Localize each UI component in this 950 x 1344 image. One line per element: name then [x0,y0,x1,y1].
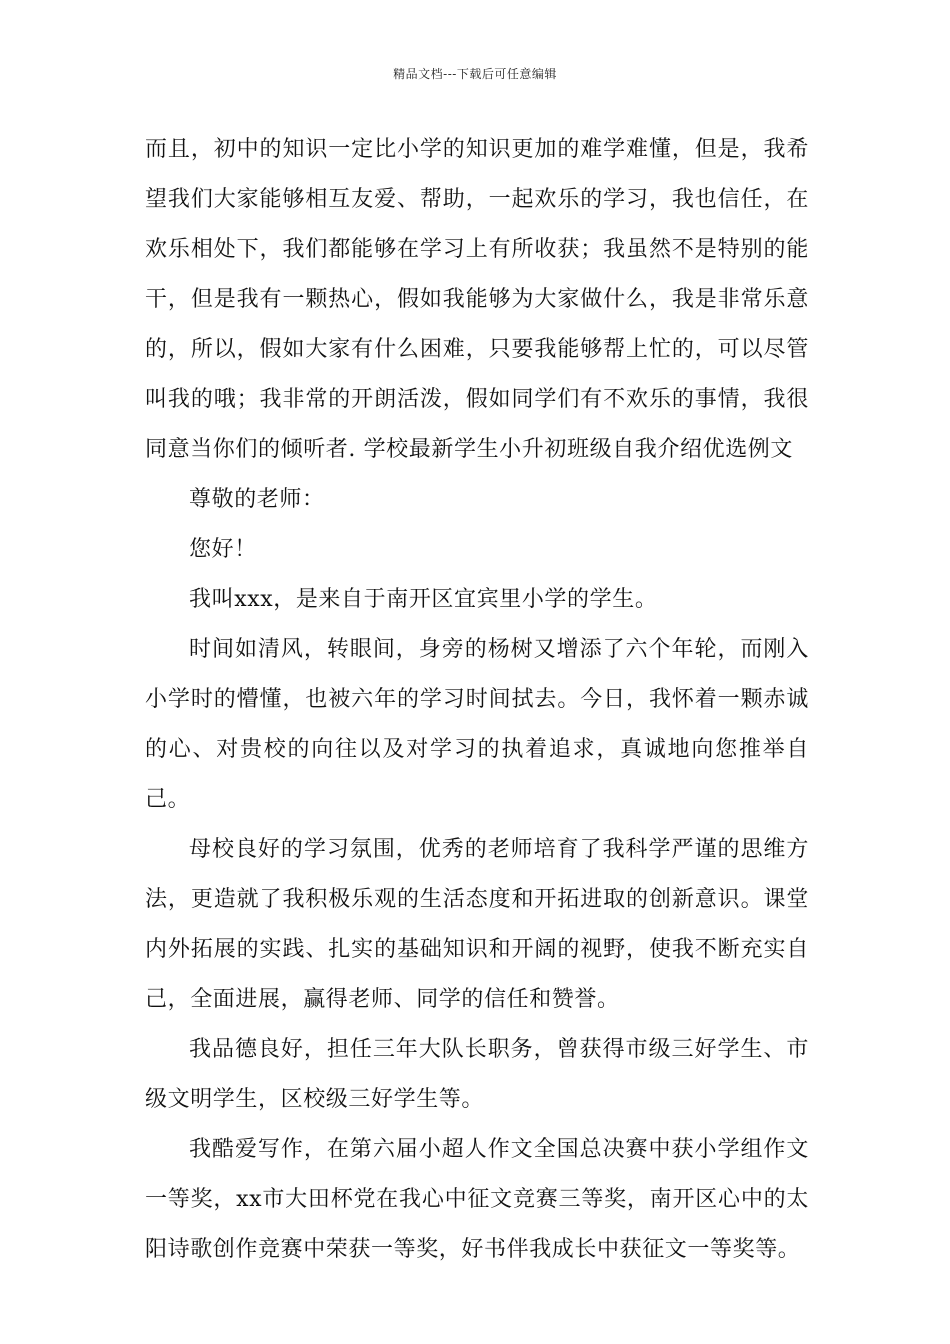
paragraph-salutation: 尊敬的老师： [189,487,325,512]
paragraph-character: 我品德良好，担任三年大队长职务，曾获得市级三好学生、市级文明学生，区校级三好学生等。 [145,1037,809,1112]
paragraph-writing: 我酷爱写作，在第六届小超人作文全国总决赛中获小学组作文一等奖，xx市大田杯党在我心中征文竞赛三等奖，南开区心中的太阳诗歌创作竞赛中荣获一等奖，好书伴我成长中获征文一等奖等。 [145,1137,809,1262]
paragraph-greeting: 您好！ [189,537,257,562]
paragraph-continuation: 而且，初中的知识一定比小学的知识更加的难学难懂，但是，我希望我们大家能够相互友爱、帮助，一起欢乐的学习，我也信任，在欢乐相处下，我们都能够在学习上有所收获；我虽然不是特别的能干，但是我有一颗热心，假如我能够为大家做什么，我是非常乐意的，所以，假如大家有什么困难，只要我能够帮上忙的，可以尽管叫我的哦；我非常的开朗活泼，假如同学们有不欢乐的事情，我很同意当你们的倾听者. 学校最新学生小升初班级自我介绍优选例文 [145,137,809,462]
paragraph-self-intro: 我叫xxx，是来自于南开区宜宾里小学的学生。 [189,587,658,612]
paragraph-school: 母校良好的学习氛围，优秀的老师培育了我科学严谨的思维方法，更造就了我积极乐观的生活态度和开拓进取的创新意识。课堂内外拓展的实践、扎实的基础知识和开阔的视野，使我不断充实自己，全面进展，赢得老师、同学的信任和赞誉。 [145,837,809,1012]
page-header: 精品文档---下载后可任意编辑 [393,67,557,81]
document-body [145,125,809,1275]
paragraph-time: 时间如清风，转眼间，身旁的杨树又增添了六个年轮，而刚入小学时的懵懂，也被六年的学习时间拭去。今日，我怀着一颗赤诚的心、对贵校的向往以及对学习的执着追求，真诚地向您推举自己。 [145,637,809,812]
